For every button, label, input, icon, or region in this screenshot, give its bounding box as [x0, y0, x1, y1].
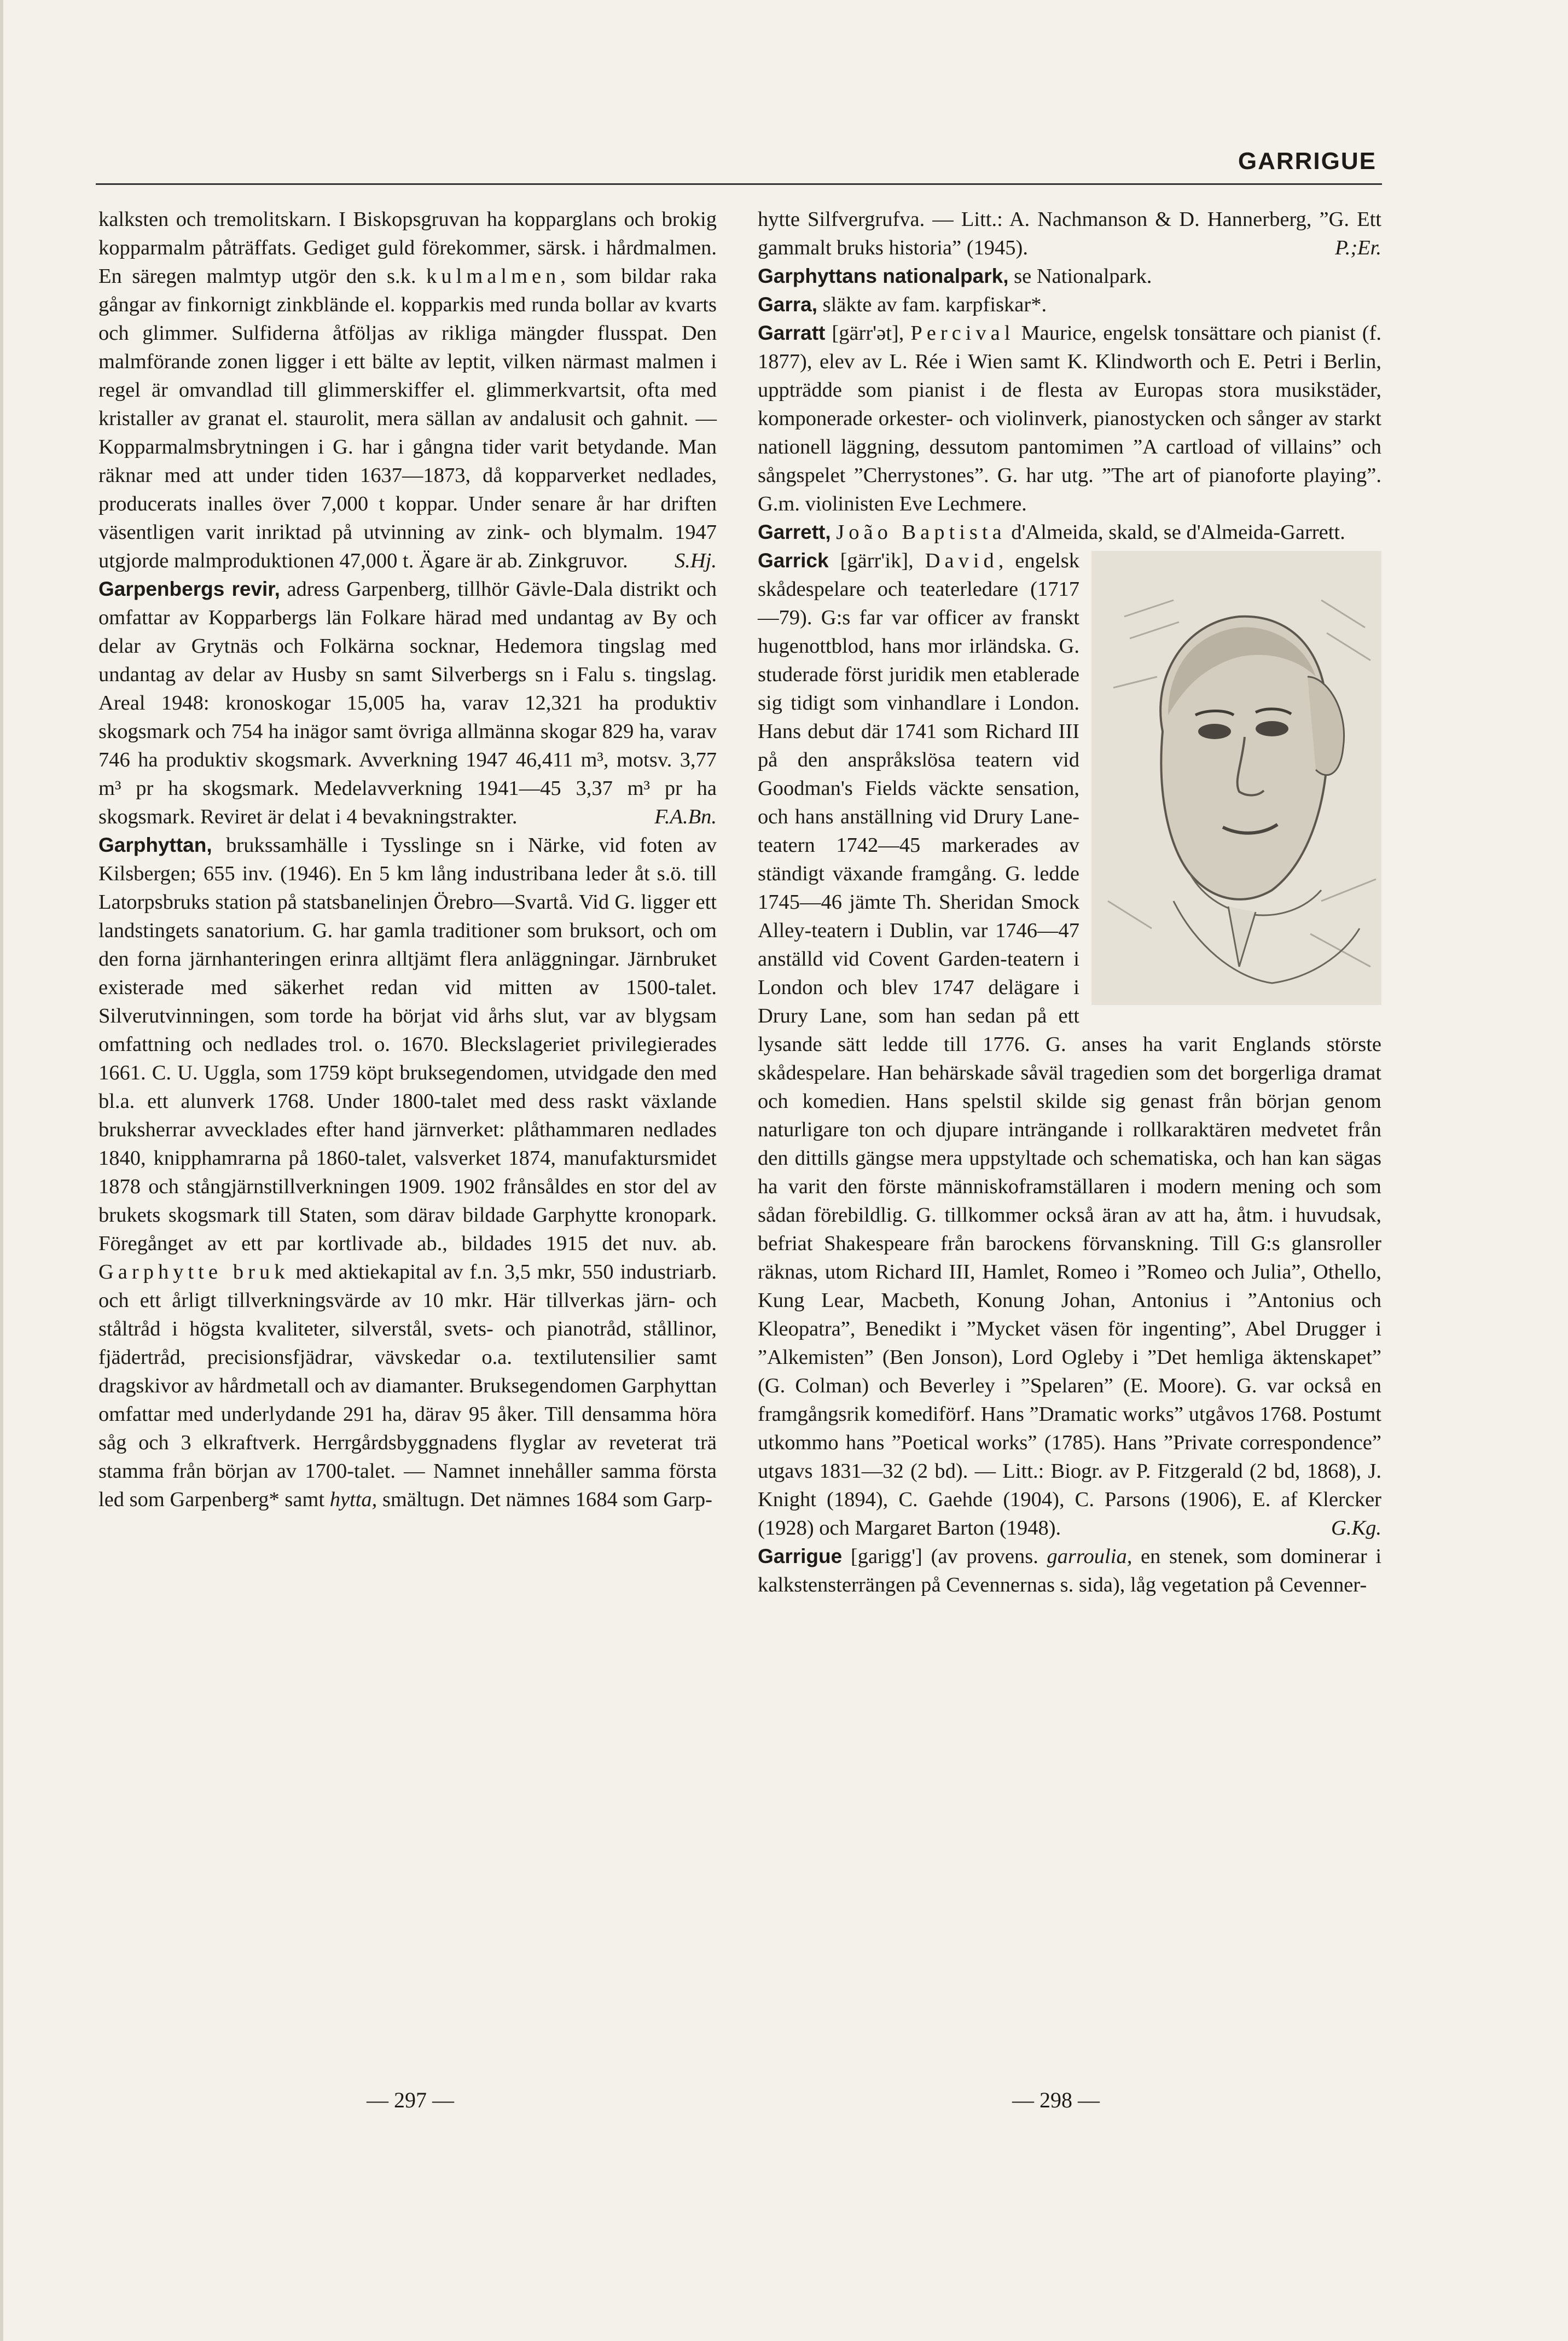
signature: G.Kg. — [1331, 1517, 1381, 1540]
entry-garphyttan: Garphyttan, brukssamhälle i Tysslinge sn i Närke, vid foten av Kilsbergen; 655 inv. (1946). En 5 km lång industribana leder åt s.ö. till Latorpsbruks station på statsbanelinjen Örebro—Svartå. Vid G. ligger ett landstingets sanatorium. G. har gamla traditioner som bruksort, och om den forna järnhanteringen erinra alltjämt flera anläggningar. Järnbruket existerade med säkerhet redan vid mitten av 1500-talet. Silverutvinningen, som torde ha börjat vid århs slut, var av blygsam omfattning och nedlades trol. o. 1670. Bleckslageriet privilegierades 1661. C. U. Uggla, som 1759 köpt bruksegendomen, utvidgade den med bl.a. ett alunverk 1768. Under 1800-talet med dess raskt växlande bruksherrar avvecklades efter hand järnverket: plåthammaren nedlades 1840, knipphamrarna på 1860-talet, valsverket 1874, manufaktursmidet 1878 och stångjärnstillverkningen 1909. 1902 frånsåldes en stor del av brukets skogsmark till Staten, som därav bildade Garphytte kronopark. Föregånget av ett par kortlivade ab., bildades 1915 det nuv. ab. Garphytte bruk med aktiekapital av f.n. 3,5 mkr, 550 industriarb. och ett årligt tillverkningsvärde av 10 mkr. Här tillverkas järn- och ståltråd i högsta kvaliteter, silverstål, svets- och pianotråd, stållinor, fjädertråd, precisionsfjädrar, vävskedar o.a. textilutensilier samt dragskivor av hårdmetall och av diamanter. Bruksegendomen Garphyttan omfattar med underlydande 291 ha, därav 95 åker. Till densamma höra såg och 3 elkraftverk. Herrgårdsbyggnadens flyglar av reveterat trä stamma från början av 1700-talet. — Namnet innehåller samma första led som Garpenberg* samt hytta, smältugn. Det nämnes 1684 som Garp- — [98, 834, 717, 1511]
headword: Garratt — [758, 322, 826, 344]
entry-garrett: Garrett, João Baptista d'Almeida, skald, se d'Almeida-Garrett. — [758, 521, 1345, 544]
running-head: GARRIGUE — [1238, 148, 1377, 175]
garrick-portrait-image — [1091, 551, 1381, 1005]
headword: Garpenbergs revir, — [98, 578, 280, 600]
left-column — [98, 205, 717, 1514]
entry-garrick: Garrick [gärr'ik], David, engelsk skådespelare och teaterledare (1717—79). G:s far var officer av franskt hugenottblod, hans mor irländska. G. studerade först juridik men etablerade sig tidigt som vinhandlare i London. Hans debut där 1741 som Richard III på den anspråkslösa teatern vid Goodman's Fields väckte sensation, och hans anställning vid Drury Lane-teatern 1742—45 markerades av ständigt växande framgång. G. ledde 1745—46 jämte Th. Sheridan Smock Alley-teatern i Dublin, var 1746—47 anställd vid Covent Garden-teatern i London och blev 1747 delägare i Drury Lane, som han sedan på ett lysande sätt ledde till 1776. G. anses ha varit Englands störste skådespelare. Han behärskade såväl tragedien som det borgerliga dramat och komedien. Hans spelstil skilde sig genast från början genom naturligare ton och djupare inträngande i rollkaraktären medvetet från den dittills gängse mera uppstyltade och schematiska, och han kan sägas ha varit den förste människoframställaren i modern mening och som sådan förebildlig. G. tillkommer också äran av att ha, åtm. i huvudsak, befriat Shakespeare från barockens förvanskning. Till G:s glansroller räknas, utom Richard III, Hamlet, Romeo i ”Romeo och Julia”, Othello, Kung Lear, Macbeth, Konung Johan, Antonius i ”Antonius och Kleopatra”, Benedikt i ”Mycket väsen för ingenting”, Abel Drugger i ”Alkemisten” (Ben Jonson), Lord Ogleby i ”Det hemliga äktenskapet” (G. Colman) och Beverley i ”Spelaren” (E. Moore). G. var också en framgångsrik komediförf. Hans ”Dramatic works” utgåvos 1768. Postumt utkommo hans ”Poetical works” (1785). Hans ”Private correspondence” utgavs 1831—32 (2 bd). — Litt.: Biogr. av P. Fitzgerald (2 bd, 1868), J. Knight (1894), C. Gaehde (1904), C. Parsons (1906), E. af Klercker (1928) och Margaret Barton (1948). G.Kg. — [758, 547, 1381, 1542]
page-number-right: — 298 — — [1012, 2088, 1100, 2112]
headword: Garra, — [758, 293, 818, 316]
entry-garphyttans-nationalpark: Garphyttans nationalpark, se Nationalpark. — [758, 265, 1152, 288]
entry-garrigue: Garrigue [garigg'] (av provens. garroulia, en stenek, som dominerar i kalkstensterrängen på Cevennernas s. sida), låg vegetation på Cevenner- — [758, 1545, 1382, 1596]
entry-garphyttan-continued: hytte Silfvergrufva. — Litt.: A. Nachmanson & D. Hannerberg, ”G. Ett gammalt bruks historia” (1945). P.;Er. — [758, 205, 1381, 262]
entry-garpenbergs-revir: Garpenbergs revir, adress Garpenberg, tillhör Gävle-Dala distrikt och omfattar av Kopparbergs län Folkare härad med undantag av By och delar av Grytnäs och Folkärna socknar, Hedemora tingslag med undantag av delar av Husby sn samt Silverbergs sn i Falu s. tingslag. Areal 1948: kronoskogar 15,005 ha, varav 12,321 ha produktiv skogsmark och 754 ha inägor samt övriga allmänna skogar 829 ha, varav 746 ha produktiv skogsmark. Avverkning 1947 46,411 m³, motsv. 3,77 m³ pr ha skogsmark. Medelavverkning 1941—45 3,37 m³ pr ha skogsmark. Reviret är delat i 4 bevakningstrakter. F.A.Bn. — [98, 575, 717, 831]
entry-garratt: Garratt [gärr'ət], Percival Maurice, engelsk tonsättare och pianist (f. 1877), elev av L. Rée i Wien samt K. Klindworth och E. Petri i Berlin, uppträdde som pianist i de flesta av Europas stora musikstäder, komponerade orkester- och violinverk, pianostycken och sånger av starkt nationell läggning, dessutom pantomimen ”A cartload of villains” och sångspelet ”Cherrystones”. G. har utg. ”The art of pianoforte playing”. G.m. violinisten Eve Lechmere. — [758, 322, 1382, 515]
right-column — [758, 205, 1381, 1599]
headword: Garrick — [758, 549, 829, 572]
signature: P.;Er. — [1335, 236, 1381, 259]
page-number-left: — 297 — — [367, 2088, 454, 2112]
headword: Garrigue — [758, 1545, 843, 1567]
signature: S.Hj. — [675, 549, 717, 572]
entry-garra: Garra, släkte av fam. karpfiskar*. — [758, 293, 1047, 316]
headword: Garphyttan, — [98, 834, 212, 856]
signature: F.A.Bn. — [654, 805, 717, 828]
header-rule — [96, 183, 1382, 185]
entry-garpenberg-continued: kalksten och tremolitskarn. I Biskopsgruvan ha kopparglans och brokig kopparmalm påträffats. Gediget guld förekommer, särsk. i hårdmalmen. En säregen malmtyp utgör den s.k. kulmalmen, som bildar raka gångar av finkornigt zinkblände el. kopparkis med runda bollar av kvarts och glimmer. Sulfiderna åtföljas av rikliga mängder flusspat. Den malmförande zonen ligger i ett bälte av leptit, vilken närmast malmen i regel är omvandlad till glimmerskiffer el. glimmerkvartsit, ofta med kristaller av granat el. staurolit, mera sällan av andalusit och gahnit. — Kopparmalmsbrytningen i G. har i gångna tider varit betydande. Man räknar med att under tiden 1637—1873, då kopparverket nedlades, producerats inalles över 7,000 t koppar. Under senare år har driften väsentligen varit inriktad på utvinning av zink- och blymalm. 1947 utgjorde malmproduktionen 47,000 t. Ägare är ab. Zinkgruvor. S.Hj. — [98, 205, 717, 575]
headword: Garrett, — [758, 521, 831, 543]
headword: Garphyttans nationalpark, — [758, 265, 1009, 287]
